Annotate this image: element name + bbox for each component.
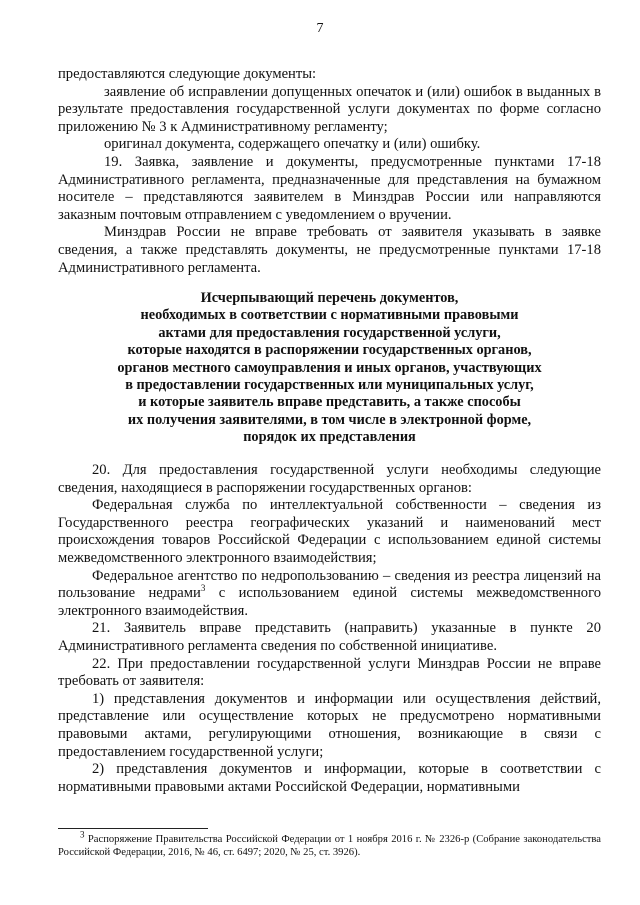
heading-line: которые находятся в распоряжении государственных органов, — [127, 342, 532, 359]
footnote — [58, 829, 601, 859]
paragraph-20: 20. Для предоставления государственной услуги необходимы следующие сведения, находящиеся в распоряжении государственных органов: — [58, 462, 601, 496]
heading-line: их получения заявителями, в том числе в электронной форме, — [127, 411, 532, 428]
paragraph-rosnedra-text: Федеральное агентство по недропользованию – сведения из реестра лицензий на пользование недрами — [58, 567, 601, 602]
footnote-text: Распоряжение Правительства Российской Федерации от 1 ноября 2016 г. № 2326-р (Собрание законодательства Российской Федерации, 2016, № 46, ст. 6497; 2020, № 25, ст. 3926). — [58, 834, 601, 858]
intro-paragraph: предоставляются следующие документы: — [58, 66, 317, 82]
paragraph-22: 22. При предоставлении государственной услуги Минздрав России не вправе требовать от заявителя: — [58, 655, 601, 690]
heading-line: и которые заявитель вправе представить, а также способы — [138, 394, 521, 411]
footnote-mark: 3 — [80, 829, 85, 840]
heading-line: порядок их представления — [243, 429, 416, 446]
footnote-reference[interactable]: 3 — [200, 583, 206, 594]
footnote-text-paragraph — [58, 829, 601, 859]
intro-paragraph: 19. Заявка, заявление и документы, предусмотренные пунктами 17-18 Административного регламента, предназначенные для представления на бумажном носителе – представляются заявителем в Минздрав России или направляются заказным почтовым отправлением с уведомлением о вручении. — [58, 153, 601, 223]
intro-text-block — [58, 66, 601, 277]
paragraph-21: 21. Заявитель вправе представить (направить) указанные в пункте 20 Административного регламента сведения по собственной инициативе. — [58, 620, 601, 654]
paragraph-rosnedra — [58, 568, 601, 621]
heading-line: органов местного самоуправления и иных органов, участвующих — [117, 359, 542, 376]
heading-line: Исчерпывающий перечень документов, — [200, 290, 459, 306]
paragraph-rosnedra-text-cont: с использованием единой системы межведомственного электронного взаимодействия. — [58, 585, 601, 619]
paragraph-fips: Федеральная служба по интеллектуальной собственности – сведения из Государственного реестра географических указаний и наименований мест происхождения товаров Российской Федерации с использованием единой системы межведомственного электронного взаимодействия; — [58, 497, 601, 566]
paragraph-22-item-2: 2) представления документов и информации, которые в соответствии с нормативными правовыми актами Российской Федерации, нормативными — [58, 761, 601, 795]
intro-paragraph: Минздрав России не вправе требовать от заявителя указывать в заявке сведения, а также представлять документы, не предусмотренные пунктами 17-18 Административного регламента. — [58, 224, 601, 276]
intro-paragraph: оригинал документа, содержащего опечатку и (или) ошибку. — [104, 136, 481, 153]
main-text-block — [58, 462, 601, 796]
heading-line: в предоставлении государственных или муниципальных услуг, — [125, 377, 534, 394]
heading-line: актами для предоставления государственной услуги, — [158, 324, 501, 341]
page-number: 7 — [316, 21, 324, 36]
intro-paragraph: заявление об исправлении допущенных опечаток и (или) ошибок в выданных в результате предоставления государственной услуги документах по форме согласно приложению № 3 к Административному регламенту; — [58, 83, 601, 135]
paragraph-22-item-1: 1) представления документов и информации или осуществления действий, представление или осуществление которых не предусмотрено нормативными правовыми актами, регулирующими отношения, возникающие в связи с предоставлением государственной услуги; — [58, 690, 601, 760]
section-heading — [58, 290, 601, 447]
heading-line: необходимых в соответствии с нормативными правовыми — [140, 307, 519, 324]
